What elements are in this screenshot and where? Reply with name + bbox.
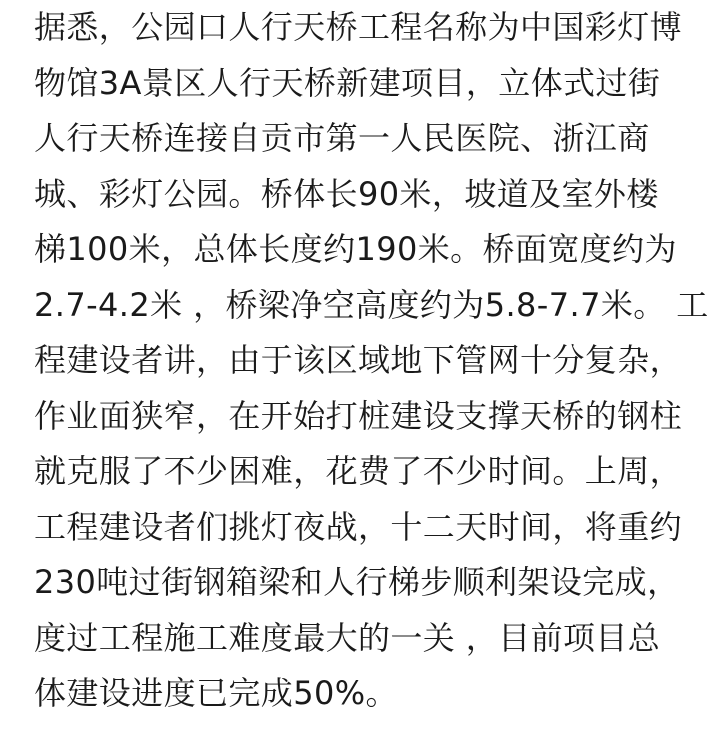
- text-line: 工程建设者们挑灯夜战，十二天时间，将重约: [34, 507, 683, 546]
- text-line: 人行天桥连接自贡市第一人民医院、浙江商: [34, 119, 650, 157]
- text-line: 就克服了不少困难，花费了不少时间。上周，: [34, 452, 683, 490]
- text-line: 梯100米，总体长度约190米。桥面宽度约为: [34, 230, 677, 268]
- text-line: 度过工程施工难度最大的一关 ，目前项目总: [34, 618, 661, 657]
- text-line: 2.7-4.2米 ，桥梁净空高度约为5.8-7.7米。 工: [34, 285, 709, 324]
- text-line: 城、彩灯公园。桥体长90米，坡道及室外楼: [34, 174, 659, 213]
- text-line: 据悉，公园口人行天桥工程名称为中国彩灯博: [34, 8, 683, 46]
- text-line: 程建设者讲，由于该区域地下管网十分复杂，: [34, 341, 683, 379]
- text-line: 作业面狭窄，在开始打桩建设支撑天桥的钢柱: [34, 396, 683, 435]
- text-line: 物馆3A景区人行天桥新建项目，立体式过街: [34, 63, 661, 102]
- text-line: 230吨过街钢箱梁和人行梯步顺利架设完成，: [34, 563, 680, 601]
- text-line: 体建设进度已完成50%。: [34, 674, 398, 712]
